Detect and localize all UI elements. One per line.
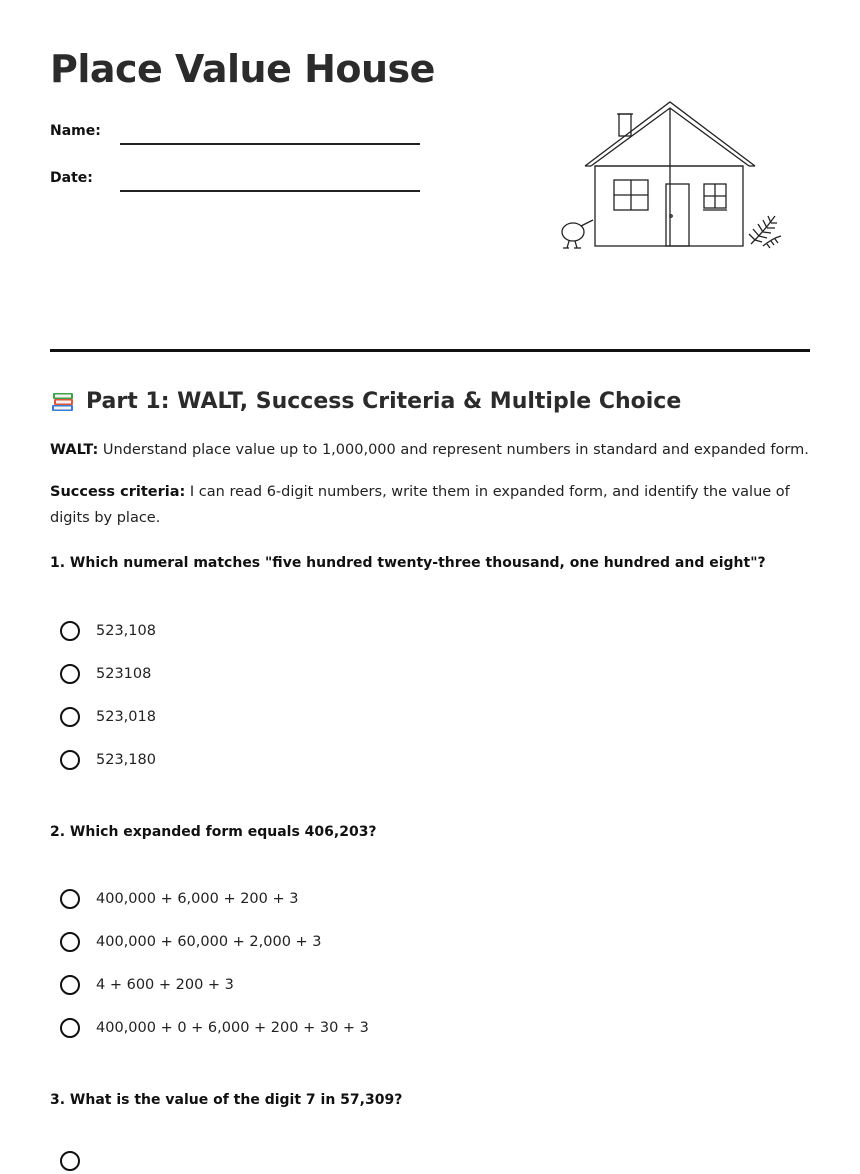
date-field[interactable] bbox=[50, 170, 420, 200]
house-illustration bbox=[555, 98, 790, 258]
part1-heading bbox=[50, 388, 681, 414]
radio-button[interactable] bbox=[60, 932, 80, 952]
walt-paragraph bbox=[50, 437, 810, 463]
success-text: I can read 6-digit numbers, write them in expanded form, and identify the value of digits by place. bbox=[50, 484, 790, 526]
success-criteria-paragraph bbox=[50, 479, 810, 531]
q2-option-d[interactable] bbox=[60, 1015, 369, 1041]
q2-option-b[interactable] bbox=[60, 929, 322, 955]
question-2: 2. Which expanded form equals 406,203? bbox=[50, 824, 377, 840]
option-label: 400,000 + 60,000 + 2,000 + 3 bbox=[96, 934, 322, 950]
q2-option-a[interactable] bbox=[60, 886, 298, 912]
q1-option-c[interactable] bbox=[60, 704, 156, 730]
radio-button[interactable] bbox=[60, 664, 80, 684]
radio-button[interactable] bbox=[60, 1151, 80, 1171]
q2-option-c[interactable] bbox=[60, 972, 234, 998]
books-icon bbox=[50, 388, 76, 414]
option-label: 523,180 bbox=[96, 752, 156, 768]
radio-button[interactable] bbox=[60, 621, 80, 641]
radio-button[interactable] bbox=[60, 750, 80, 770]
radio-button[interactable] bbox=[60, 975, 80, 995]
radio-button[interactable] bbox=[60, 1018, 80, 1038]
option-label: 523108 bbox=[96, 666, 152, 682]
question-3: 3. What is the value of the digit 7 in 57,309? bbox=[50, 1092, 403, 1108]
radio-button[interactable] bbox=[60, 707, 80, 727]
section-divider bbox=[50, 349, 810, 352]
radio-button[interactable] bbox=[60, 889, 80, 909]
success-label: Success criteria: bbox=[50, 484, 186, 500]
q1-option-a[interactable] bbox=[60, 618, 156, 644]
option-label: 523,108 bbox=[96, 623, 156, 639]
q3-option-a[interactable] bbox=[60, 1148, 96, 1174]
question-1: 1. Which numeral matches "five hundred twenty-three thousand, one hundred and eight"? bbox=[50, 555, 766, 571]
option-label: 4 + 600 + 200 + 3 bbox=[96, 977, 234, 993]
part1-heading-text: Part 1: WALT, Success Criteria & Multiple Choice bbox=[86, 388, 682, 414]
q1-option-b[interactable] bbox=[60, 661, 151, 687]
name-line[interactable] bbox=[120, 143, 420, 145]
option-label: 523,018 bbox=[96, 709, 156, 725]
option-label: 400,000 + 6,000 + 200 + 3 bbox=[96, 891, 299, 907]
option-label: 400,000 + 0 + 6,000 + 200 + 30 + 3 bbox=[96, 1020, 369, 1036]
name-label: Name: bbox=[50, 123, 101, 139]
worksheet-title: Place Value House bbox=[50, 47, 435, 91]
walt-text: Understand place value up to 1,000,000 and represent numbers in standard and expanded form. bbox=[98, 442, 809, 458]
name-field[interactable] bbox=[50, 123, 420, 153]
q1-option-d[interactable] bbox=[60, 747, 156, 773]
date-label: Date: bbox=[50, 170, 93, 186]
date-line[interactable] bbox=[120, 190, 420, 192]
walt-label: WALT: bbox=[50, 442, 99, 458]
